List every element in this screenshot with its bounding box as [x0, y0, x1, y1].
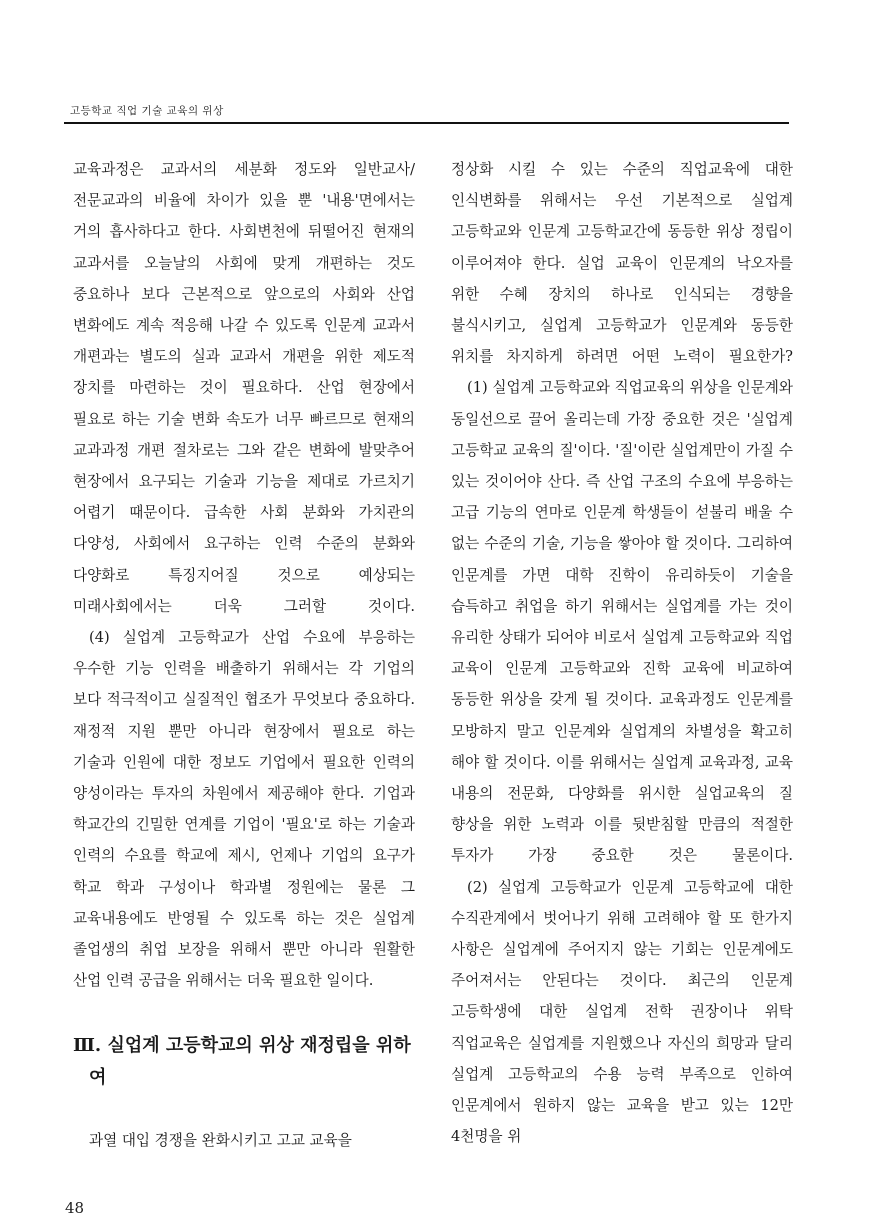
body-paragraph: (1) 실업계 고등학교와 직업교육의 위상을 인문계와 동일선으로 끌어 올리는데 가장 중요한 것은 '실업계 고등학교 교육의 질'이다. '질'이란 실업계만이 가질 수 있는 것이어야 산다. 즉 산업 구조의 수요에 부응하는 고급 기능의 연마로 인문계 학생들이 섣불리 배울 수 없는 수준의 기술, 기능을 쌓아야 할 것이다. 그리하여 인문계를 가면 대학 진학이 유리하듯이 기술을 습득하고 취업을 하기 위해서는 실업계를 가는 것이 유리한 상태가 되어야 비로서 실업계 고등학교와 직업 교육이 인문계 고등학교와 진학 교육에 비교하여 동등한 위상을 갖게 될 것이다. 교육과정도 인문계를 모방하지 말고 인문계와 실업계의 차별성을 확고히 해야 할 것이다. 이를 위해서는 실업계 교육과정, 교육 내용의 전문화, 다양화를 위시한 실업교육의 질 향상을 위한 노력과 이를 뒷받침할 만큼의 적절한 투자가 가장 중요한 것은 물론이다.	[451, 379, 793, 865]
header-rule	[64, 122, 789, 124]
body-paragraph: 교육과정은 교과서의 세분화 정도와 일반교사/전문교과의 비율에 차이가 있을 뿐 '내용'면에서는 거의 흡사하다고 한다. 사회변천에 뒤떨어진 현재의 교과서를 오늘날의 사회에 맞게 개편하는 것도 중요하나 보다 근본적으로 앞으로의 사회와 산업 변화에도 계속 적응해 나갈 수 있도록 인문계 교과서 개편과는 별도의 실과 교과서 개편을 위한 제도적 장치를 마련하는 것이 필요하다. 산업 현장에서 필요로 하는 기술 변화 속도가 너무 빠르므로 현재의 교과과정 개편 절차로는 그와 같은 변화에 발맞추어 현장에서 요구되는 기술과 기능을 제대로 가르치기 어렵기 때문이다. 급속한 사회 분화와 가치관의 다양성, 사회에서 요구하는 인력 수준의 분화와 다양화로 특징지어질 것으로 예상되는 미래사회에서는 더욱 그러할 것이다.	[73, 161, 415, 615]
running-header: 고등학교 직업 기술 교육의 위상	[70, 105, 224, 117]
body-paragraph: 과열 대입 경쟁을 완화시키고 고교 교육을	[89, 1132, 352, 1150]
body-paragraph: (4) 실업계 고등학교가 산업 수요에 부응하는 우수한 기능 인력을 배출하기 위해서는 각 기업의 보다 적극적이고 실질적인 협조가 무엇보다 중요하다. 재정적 지원 뿐만 아니라 현장에서 필요로 하는 기술과 인원에 대한 정보도 기업에서 필요한 인력의 양성이라는 투자의 차원에서 제공해야 한다. 기업과 학교간의 긴밀한 연계를 기업이 '필요'로 하는 기술과 인력의 수요를 학교에 제시, 언제나 기업의 요구가 학교 학과 구성이나 학과별 정원에는 물론 그 교육내용에도 반영될 수 있도록 하는 것은 실업계 졸업생의 취업 보장을 위해서 뿐만 아니라 원활한 산업 인력 공급을 위해서는 더욱 필요한 일이다.	[73, 629, 415, 990]
body-paragraph: (2) 실업계 고등학교가 인문계 고등학교에 대한 수직관계에서 벗어나기 위해 고려해야 할 또 한가지 사항은 실업계에 주어지지 않는 기회는 인문계에도 주어져서는 안된다는 것이다. 최근의 인문계 고등학생에 대한 실업계 전학 권장이나 위탁 직업교육은 실업계를 지원했으나 자신의 희망과 달리 실업계 고등학교의 수용 능력 부족으로 인하여 인문계에서 원하지 않는 교육을 받고 있는 12만 4천명을 위	[451, 878, 793, 1146]
left-column	[73, 154, 415, 1157]
page-number: 48	[65, 1199, 85, 1217]
section-heading: Ⅲ. 실업계 고등학교의 위상 재정립을 위하여	[73, 1035, 411, 1089]
right-column	[451, 154, 793, 1153]
body-paragraph: 정상화 시킬 수 있는 수준의 직업교육에 대한 인식변화를 위해서는 우선 기본적으로 실업계 고등학교와 인문계 고등학교간에 동등한 위상 정립이 이루어져야 한다. 실업 교육이 인문계의 낙오자를 위한 수혜 장치의 하나로 인식되는 경향을 불식시키고, 실업계 고등학교가 인문계와 동등한 위치를 차지하게 하려면 어떤 노력이 필요한가?	[451, 161, 793, 366]
